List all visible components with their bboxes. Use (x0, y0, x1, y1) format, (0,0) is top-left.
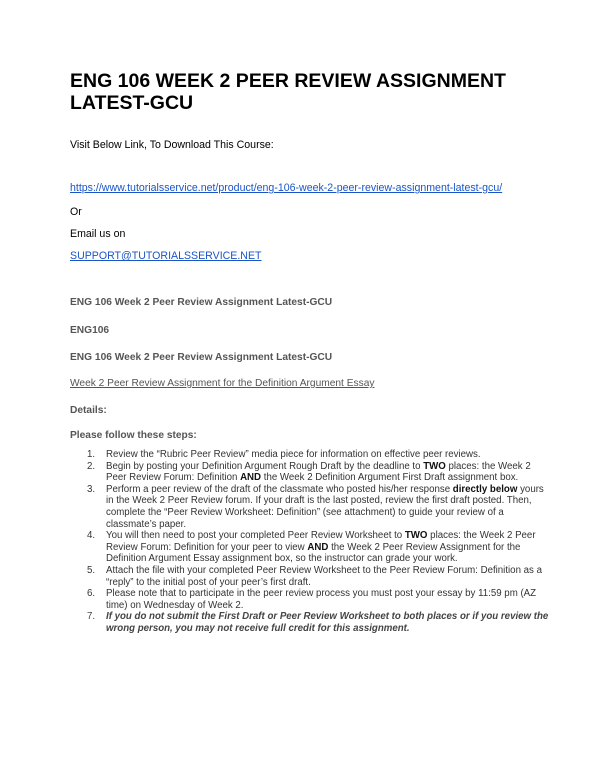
assignment-link[interactable]: Week 2 Peer Review Assignment for the Definition Argument Essay (70, 378, 375, 389)
course-code: ENG106 (70, 325, 110, 336)
page-title: ENG 106 WEEK 2 PEER REVIEW ASSIGNMENT LATEST-GCU (70, 70, 506, 114)
steps-list (70, 449, 551, 635)
assignment-heading-repeat: ENG 106 Week 2 Peer Review Assignment Latest-GCU (70, 352, 333, 363)
list-item: 3. Perform a peer review of the draft of the classmate who posted his/her response directly below yours in the Week 2 Peer Review forum. If your draft is the last posted, review the first draft posted. Then, complete the “Peer Review Worksheet: Definition” (see attachment) to guide your review of a classmate’s paper. (87, 483, 544, 530)
details-label: Details: (70, 405, 107, 416)
list-item: 1. Review the “Rubric Peer Review” media piece for information on effective peer reviews. (87, 449, 481, 460)
email-text: Email us on (70, 228, 126, 240)
course-download-link[interactable]: https://www.tutorialsservice.net/product/eng-106-week-2-peer-review-assignment-latest-gcu/ (70, 182, 503, 194)
list-item: 7. If you do not submit the First Draft or Peer Review Worksheet to both places or if you review the wrong person, you may not receive full credit for this assignment. (87, 611, 549, 634)
list-item: 2. Begin by posting your Definition Argument Rough Draft by the deadline to TWO places: the Week 2 Peer Review Forum: Definition AND the Week 2 Definition Argument First Draft assignment box. (87, 460, 531, 484)
assignment-heading: ENG 106 Week 2 Peer Review Assignment Latest-GCU (70, 297, 333, 308)
list-item: 5. Attach the file with your completed Peer Review Worksheet to the Peer Review Forum: Definition as a “reply” to the initial post of your peer’s first draft. (87, 564, 542, 588)
list-item: 6. Please note that to participate in the peer review process you must post your essay by 11:59 pm (AZ time) on Wednesday of Week 2. (87, 588, 537, 611)
steps-label: Please follow these steps: (70, 430, 197, 441)
visit-text: Visit Below Link, To Download This Course: (70, 139, 274, 151)
or-text: Or (70, 206, 82, 218)
support-email-link[interactable]: SUPPORT@TUTORIALSSERVICE.NET (70, 250, 262, 262)
list-item: 4. You will then need to post your completed Peer Review Worksheet to TWO places: the Week 2 Peer Review Forum: Definition for your peer to view AND the Week 2 Peer Review Assignment for the Definition Argument Essay assignment box, so the instructor can grade your work. (87, 530, 536, 565)
